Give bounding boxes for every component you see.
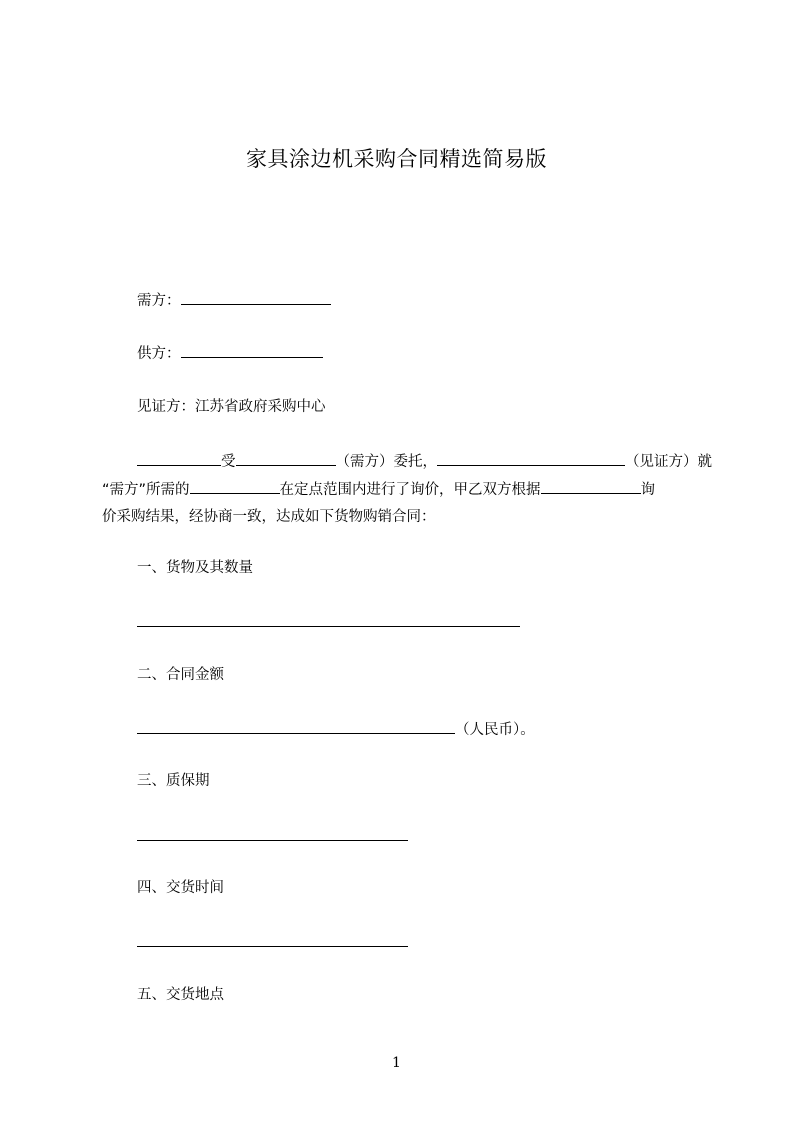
amount-blank[interactable]	[137, 719, 455, 734]
intro-line-1	[137, 451, 712, 472]
supplier-label: 供方：	[137, 346, 181, 362]
buyer-label: 需方：	[137, 293, 181, 309]
page-number: 1	[392, 1055, 401, 1071]
section-heading-goods: 一、货物及其数量	[137, 560, 253, 576]
intro-text: （需方）委托，	[335, 454, 437, 470]
witness-line: 见证方：江苏省政府采购中心	[137, 399, 326, 415]
section-heading-amount: 二、合同金额	[137, 667, 224, 683]
entrust-party-blank[interactable]	[137, 451, 221, 466]
goods-name-blank[interactable]	[190, 479, 280, 494]
buyer-name-blank[interactable]	[236, 451, 336, 466]
warranty-blank[interactable]	[137, 840, 408, 841]
section-heading-delivery-time: 四、交货时间	[137, 880, 224, 896]
amount-suffix: （人民币）。	[455, 722, 535, 738]
intro-text: （见证方）就	[625, 454, 712, 470]
buyer-line	[137, 290, 331, 311]
goods-quantity-blank[interactable]	[137, 626, 520, 627]
supplier-blank[interactable]	[181, 343, 323, 358]
intro-text: 在定点范围内进行了询价，甲乙双方根据	[279, 482, 541, 498]
amount-line	[137, 719, 535, 740]
document-title: 家具涂边机采购合同精选简易版	[246, 147, 547, 171]
section-heading-warranty: 三、质保期	[137, 773, 210, 789]
basis-blank[interactable]	[541, 479, 641, 494]
intro-line-3: 价采购结果，经协商一致，达成如下货物购销合同：	[102, 509, 436, 525]
supplier-line	[137, 343, 323, 364]
witness-name-blank[interactable]	[437, 451, 625, 466]
section-heading-delivery-place: 五、交货地点	[137, 987, 224, 1003]
intro-text: 受	[221, 454, 236, 470]
intro-text: 询	[640, 482, 656, 498]
intro-text: “需方”所需的	[102, 482, 190, 498]
buyer-blank[interactable]	[181, 290, 331, 305]
delivery-time-blank[interactable]	[137, 946, 408, 947]
intro-line-2	[102, 479, 655, 500]
